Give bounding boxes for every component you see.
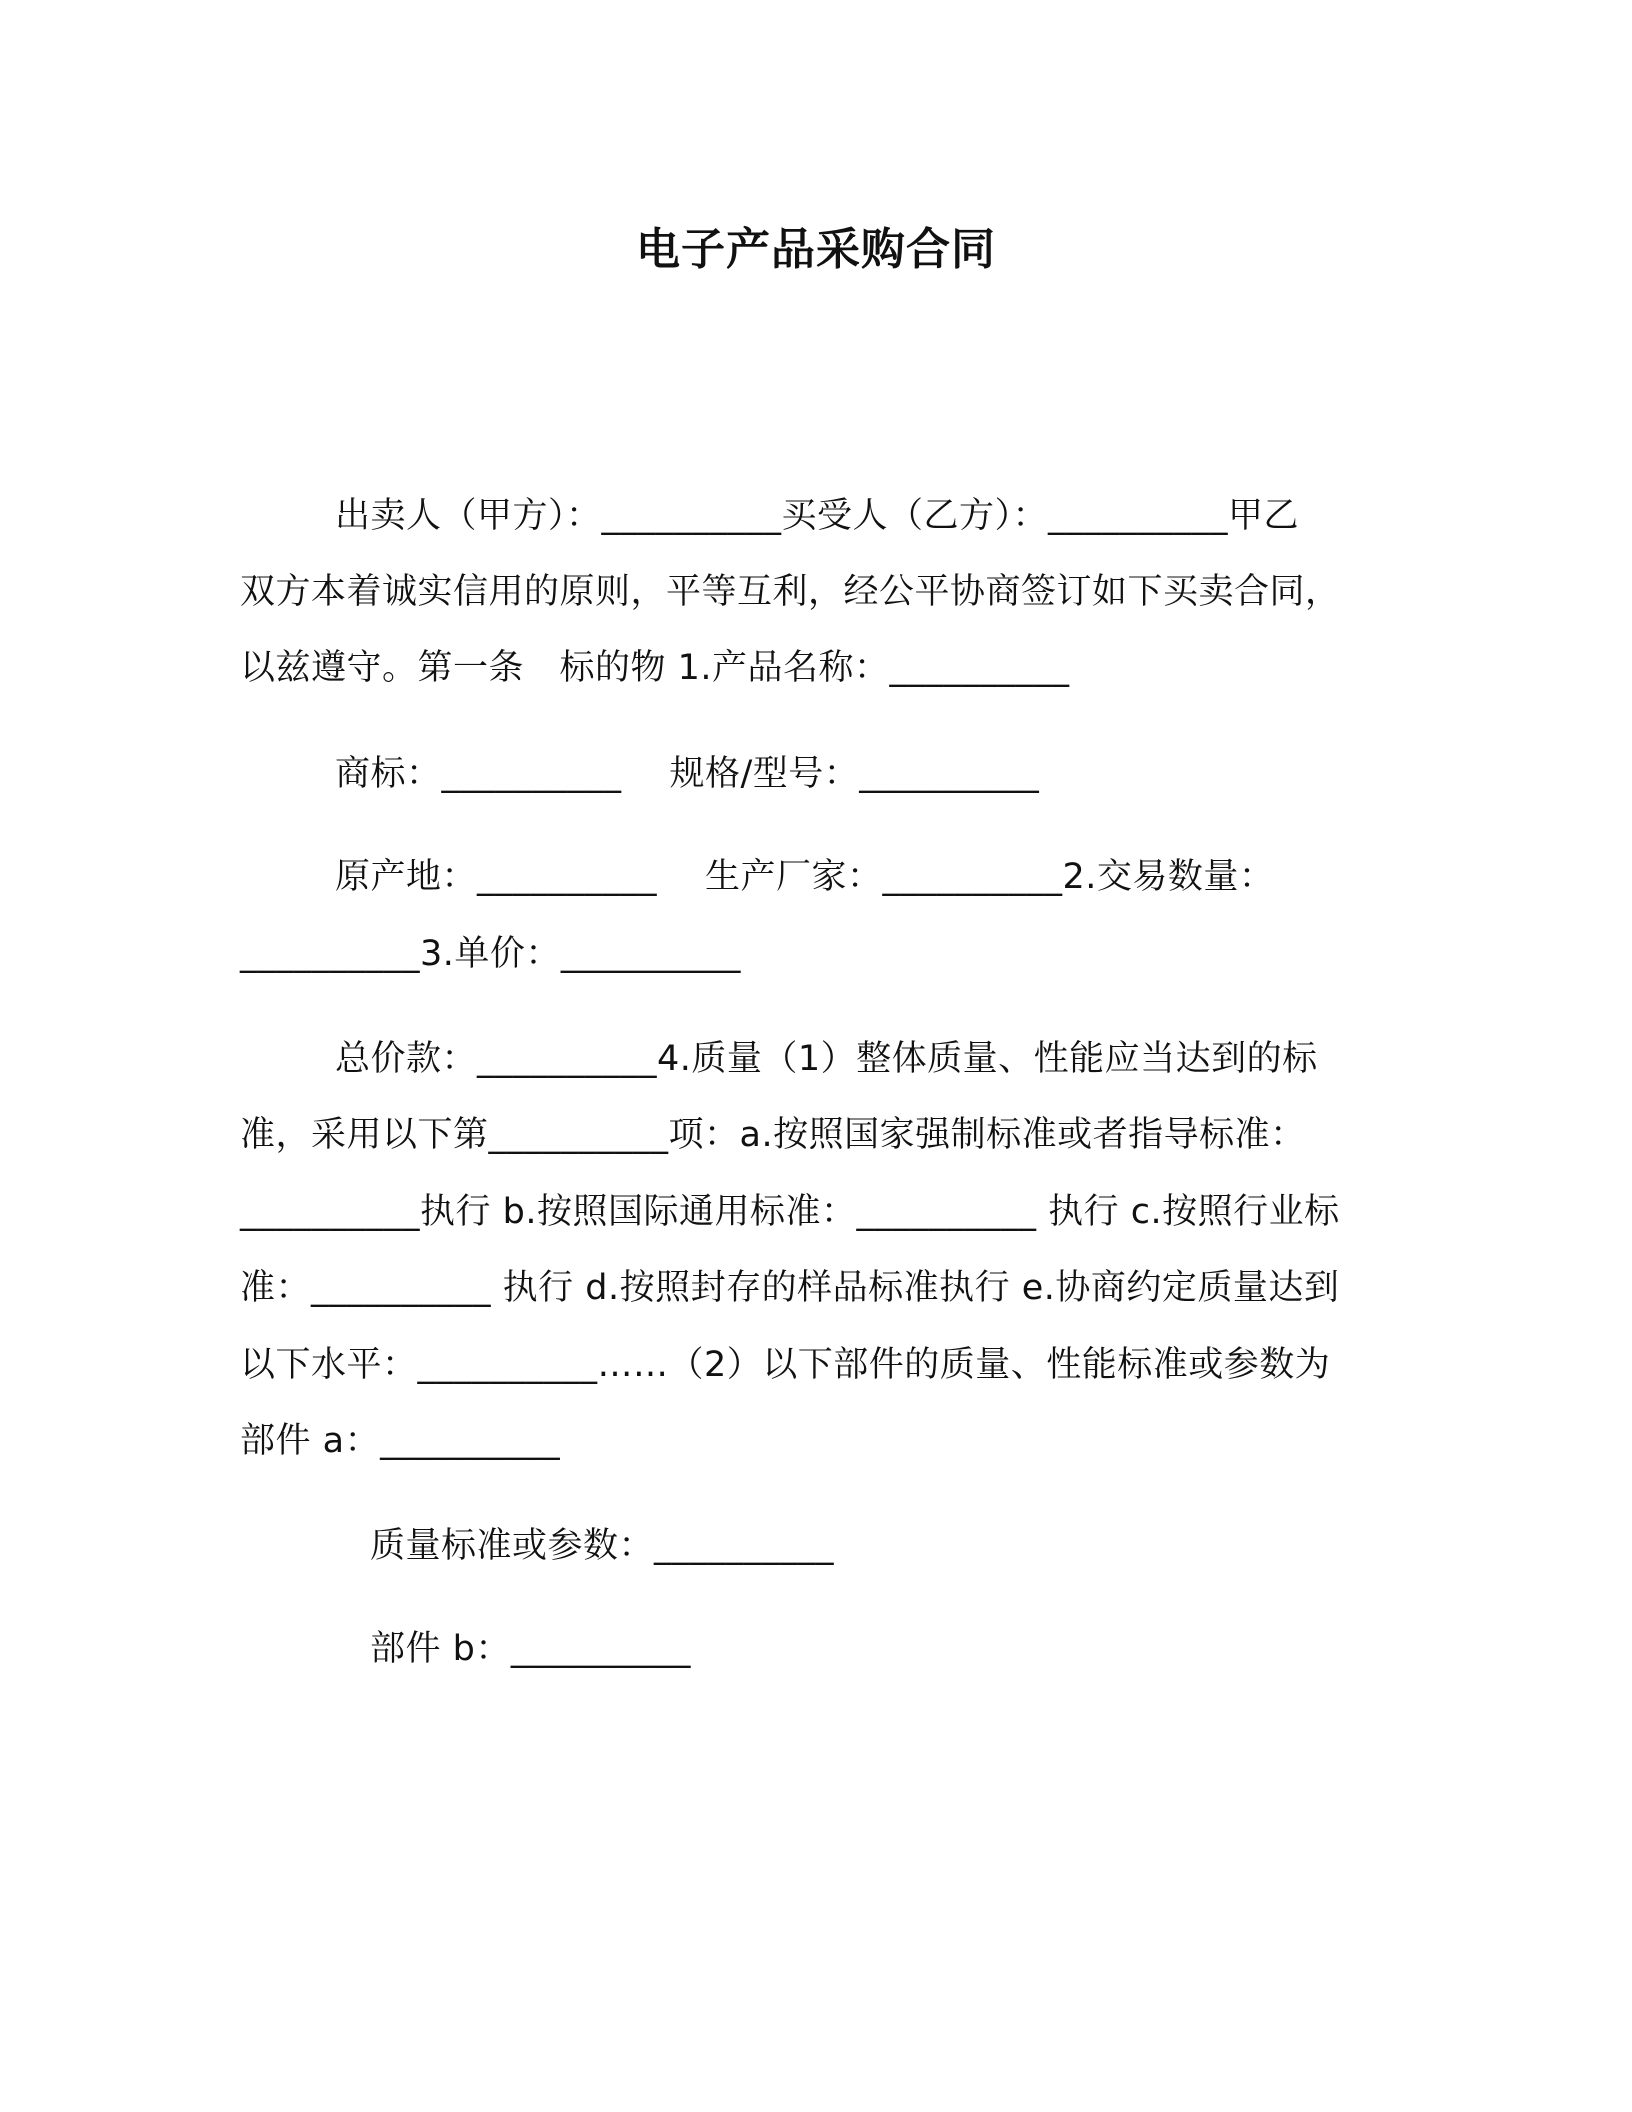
paragraph-line	[240, 1341, 1330, 1389]
line-text: 准，采用以下第__________项：a.按照国家强制标准或者指导标准：	[240, 1115, 1306, 1155]
paragraph-line	[240, 930, 741, 978]
paragraph-line	[335, 1035, 1318, 1083]
paragraph-line	[370, 1522, 834, 1570]
paragraph-line	[240, 1188, 1340, 1236]
paragraph-line	[240, 644, 1070, 692]
line-text: __________3.单价：__________	[240, 934, 741, 974]
trademark-field: 商标：__________	[335, 754, 622, 794]
paragraph-line	[335, 750, 1039, 798]
model-field: 规格/型号：__________	[669, 754, 1040, 794]
line-text: __________执行 b.按照国际通用标准：__________ 执行 c.按照行业标	[240, 1192, 1340, 1232]
paragraph-line	[370, 1625, 691, 1673]
paragraph-line	[240, 1417, 560, 1465]
paragraph-line	[335, 853, 1274, 901]
line-text: 总价款：__________4.质量（1）整体质量、性能应当达到的标	[335, 1039, 1318, 1079]
paragraph-line	[240, 568, 1341, 616]
manufacturer-field: 生产厂家：__________2.交易数量：	[705, 857, 1275, 897]
line-text: 出卖人（甲方）：__________买受人（乙方）：__________甲乙	[335, 496, 1300, 536]
line-text: 部件 a：__________	[240, 1421, 561, 1461]
paragraph-line	[240, 1264, 1339, 1312]
paragraph-line	[240, 1111, 1306, 1159]
origin-field: 原产地：__________	[335, 857, 658, 897]
line-text: 质量标准或参数：__________	[370, 1526, 835, 1566]
line-text: 准：__________ 执行 d.按照封存的样品标准执行 e.协商约定质量达到	[240, 1268, 1340, 1308]
line-text: 双方本着诚实信用的原则，平等互利，经公平协商签订如下买卖合同，	[240, 572, 1341, 612]
document-title: 电子产品采购合同	[636, 224, 996, 275]
line-text: 以下水平：__________……（2）以下部件的质量、性能标准或参数为	[240, 1345, 1331, 1385]
line-text: 部件 b：__________	[370, 1629, 691, 1669]
line-text: 以兹遵守。第一条 标的物 1.产品名称：__________	[240, 648, 1070, 688]
paragraph-line	[335, 492, 1299, 540]
